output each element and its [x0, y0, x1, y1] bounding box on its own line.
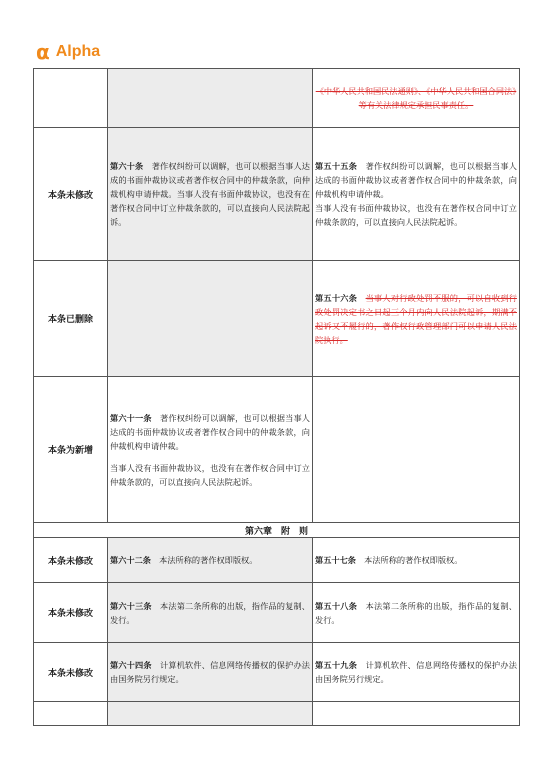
old-law-cell: [108, 538, 313, 583]
table-row: [34, 261, 520, 377]
comparison-table: [33, 68, 520, 726]
old-law-cell: [108, 69, 313, 128]
chapter-heading: 第六章 附 则: [34, 523, 520, 538]
article-text: 计算机软件、信息网络传播权的保护办法由国务院另行规定。: [315, 660, 517, 684]
chapter-row: [34, 523, 520, 538]
article-number: 第六十一条: [110, 412, 152, 423]
new-law-cell: [313, 643, 520, 702]
table-row: [34, 128, 520, 261]
table-row: [34, 538, 520, 583]
article-number: 第五十七条: [315, 555, 356, 565]
article-number: 第五十八条: [315, 600, 358, 611]
article-text: 本法第二条所称的出版，指作品的复制、发行。: [315, 600, 517, 625]
old-law-cell: [108, 261, 313, 377]
old-law-cell: [108, 377, 313, 523]
deleted-text: 《中华人民共和国民法通则》、《中华人民共和国合同法》等有关法律规定承担民事责任。: [315, 86, 517, 110]
article-text: 著作权纠纷可以调解，也可以根据当事人达成的书面仲裁协议或者著作权合同中的仲裁条款，向仲裁机构申请仲裁。: [315, 161, 517, 199]
article-number: 第六十条: [110, 161, 144, 171]
status-cell: 本条已删除: [34, 261, 108, 377]
alpha-symbol-icon: α: [36, 40, 50, 64]
new-law-cell: [313, 261, 520, 377]
old-law-cell: [108, 702, 313, 726]
article-number: 第五十五条: [315, 161, 358, 171]
status-cell: 本条未修改: [34, 538, 108, 583]
old-law-cell: [108, 583, 313, 643]
status-cell: 本条未修改: [34, 128, 108, 261]
status-cell: 本条未修改: [34, 643, 108, 702]
new-law-cell: [313, 377, 520, 523]
table-row: [34, 643, 520, 702]
article-text: 计算机软件、信息网络传播权的保护办法由国务院另行规定。: [110, 660, 310, 684]
article-text: 著作权纠纷可以调解，也可以根据当事人达成的书面仲裁协议或者著作权合同中的仲裁条款，向仲裁机构申请仲裁。当事人没有书面仲裁协议，也没有在著作权合同中订立仲裁条款的，可以直接向人民法院起诉。: [110, 161, 310, 227]
article-number: 第五十九条: [315, 660, 358, 670]
brand-logo: [36, 42, 100, 62]
brand-name: Alpha: [55, 43, 101, 60]
status-cell: [34, 702, 108, 726]
status-cell: 本条未修改: [34, 583, 108, 643]
status-cell: 本条为新增: [34, 377, 108, 523]
article-text: 本法第二条所称的出版，指作品的复制、发行。: [110, 600, 310, 625]
old-law-cell: [108, 128, 313, 261]
table-row: [34, 377, 520, 523]
table-row: [34, 69, 520, 128]
new-law-cell: [313, 702, 520, 726]
old-law-cell: [108, 643, 313, 702]
article-text: 本法所称的著作权即版权。: [364, 555, 463, 565]
table-row: [34, 702, 520, 726]
deleted-text: 当事人对行政处罚不服的，可以自收到行政处罚决定书之日起三个月内向人民法院起诉，期满不起诉又不履行的，著作权行政管理部门可以申请人民法院执行。: [315, 292, 517, 345]
new-law-cell: [313, 583, 520, 643]
article-text: 当事人没有书面仲裁协议，也没有在著作权合同中订立仲裁条款的，可以直接向人民法院起诉。: [110, 462, 310, 487]
article-number: 第六十四条: [110, 660, 152, 670]
article-number: 第五十六条: [315, 292, 358, 303]
new-law-cell: [313, 128, 520, 261]
article-text: 本法所称的著作权即版权。: [159, 555, 258, 565]
article-text: 著作权纠纷可以调解，也可以根据当事人达成的书面仲裁协议或者著作权合同中的仲裁条款，向仲裁机构申请仲裁。: [110, 412, 310, 451]
table-row: [34, 583, 520, 643]
new-law-cell: [313, 69, 520, 128]
article-number: 第六十二条: [110, 555, 151, 565]
article-text: 当事人没有书面仲裁协议，也没有在著作权合同中订立仲裁条款的，可以直接向人民法院起诉。: [315, 203, 517, 227]
article-number: 第六十三条: [110, 600, 152, 611]
status-cell: [34, 69, 108, 128]
new-law-cell: [313, 538, 520, 583]
